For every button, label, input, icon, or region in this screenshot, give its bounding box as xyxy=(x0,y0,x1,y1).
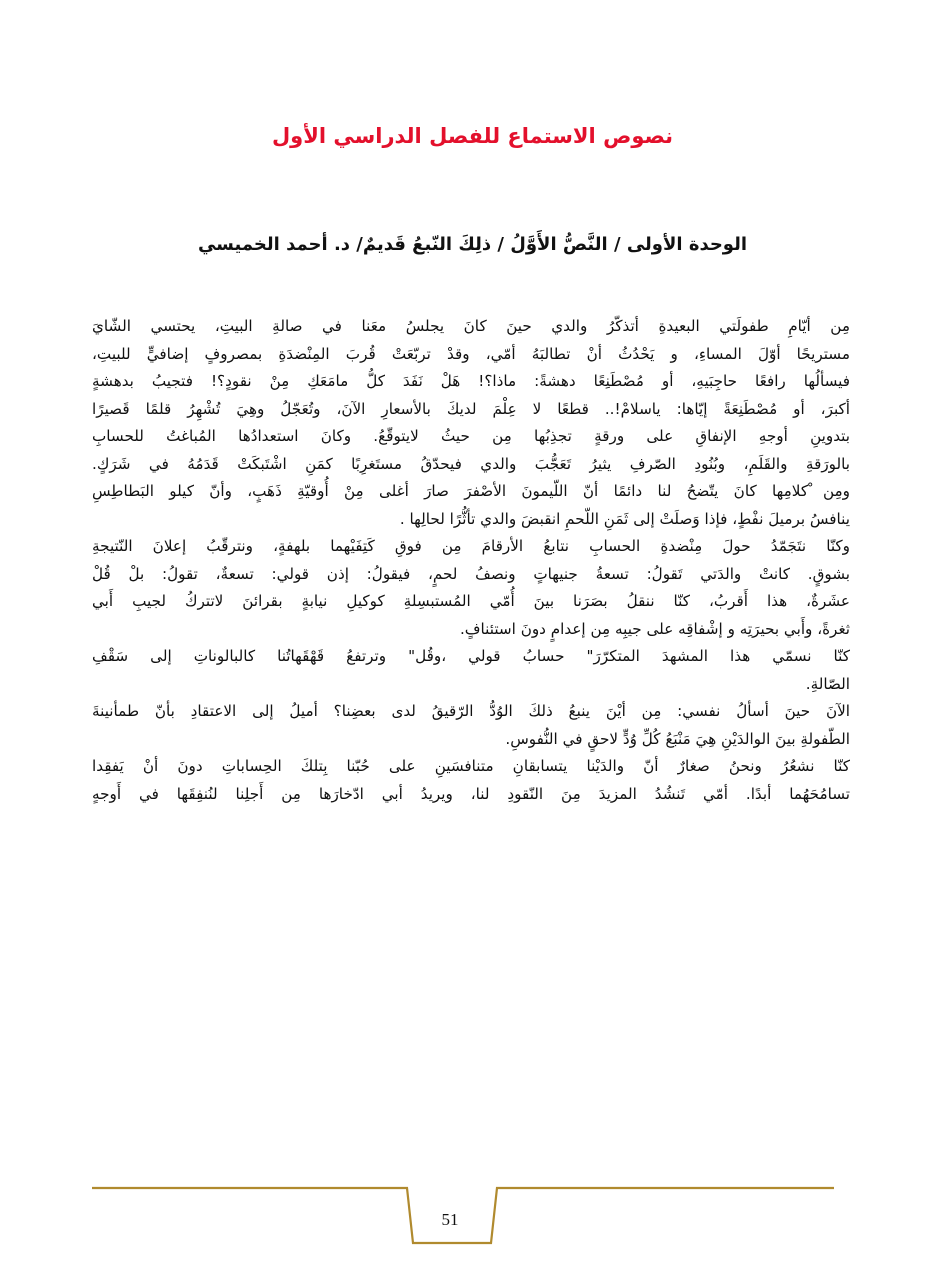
text-line: أكبرَ، أو مُصْطَنِعَةً إيّاها: ياسلامْ!.. قطعًا لا عِلْمَ لديكَ بالأسعارِ الآنَ، وتُعَجّلُ وهِيَ تُشْهِرُ قلمًا قَصيرًا xyxy=(92,399,850,418)
text-line: الصّالةِ. xyxy=(805,674,850,693)
text-line: بتدوينِ أوجهِ الإنفاقِ على ورقةٍ تجذِبُها مِن حيثُ لايتوقّعُ. وكانَ استعدادُها المُباغتُ للحسابِ xyxy=(92,427,850,445)
text-line: عشَرةٌ، هذا أَقربُ، كنّا ننقلُ بصَرَنا بينَ أُمّي المُستبسِلةِ كوكيلِ نيابةٍ بقرائنَ لاتتركُ لجيبِ أَبي xyxy=(92,592,850,610)
text-line: كنّا نسمّي هذا المشهدَ المتكرّرَ" حسابُ قولي ،وقُل" وترتفعُ قَهْقَهاتُنا كالبالوناتِ إلى سَقْفِ xyxy=(92,647,850,665)
text-line: ومِن ْكلامِها كانَ يتّضحُ لنا دائمًا أنّ اللّيمونَ الأصْفرَ صارَ أغلى مِنْ أُوقيّةِ ذَهَبٍ، وأنّ كيلو البَطاطِسِ xyxy=(92,482,850,500)
text-line: وكنّا نتَجَمّدُ حولَ مِنْضدةِ الحسابِ نتابعُ الأرقامَ مِن فوقِ كَتِفَيْهما بلهفةٍ، ونترقّبُ إعلانَ النّتيجةِ xyxy=(92,537,850,555)
text-line: كنّا نشعُرُ ونحنُ صغارٌ أنّ والدَيْنا يتسابقانِ متنافسَينِ على حُبّنا بِتلكَ الحِساباتِ دونَ أنْ يَفقِدا xyxy=(92,757,850,775)
lesson-heading: الوحدة الأولى / النَّصُّ الأَوَّلُ / ذلِكَ النّبعُ قَديمٌ/ د. أحمد الخميسي xyxy=(197,234,748,255)
text-line: ينافسُ برميلَ نفْطٍ، فإذا وَصلَتْ إلى ثَمَنِ اللّحمِ انقبضَ والدي تأثُّرًا لحالِها . xyxy=(399,509,850,528)
text-line: بالورَقةِ والقَلَمِ، وبُنُودِ الصّرفِ يثيرُ تَعَجُّبَ والدي فيحدّقُ مستَغرِبًا كمَنِ اشْتَبكَتْ قَدَمُهُ في شَرَكٍ. xyxy=(92,454,850,473)
text-line: تسامُحَهُما أبدًا. أمّي تَنشُدُ المزيدَ مِنَ النّقودِ لنا، ويريدُ أبي ادّخارَها مِن أَجلِنا لنُنفِقَها في أَوجهٍ xyxy=(92,784,850,803)
page-title: نصوص الاستماع للفصل الدراسي الأول xyxy=(271,124,674,148)
text-line: بشوقٍ. كانتْ والدَتي تَقولُ: تسعةُ جنيهاتٍ ونصفُ لحمٍ، فيقولُ: إذن قولي: تسعةٌ، تقولُ: بلْ قُلْ xyxy=(92,564,850,583)
text-line: الطّفولةِ بينَ الوالدَيْنِ هِيَ مَنْبَعُ كُلِّ وُدٍّ لاحقٍ في النُّفوسِ. xyxy=(505,729,850,748)
text-line: فيسألُها رافعًا حاجِبَيهِ، أو مُصْطَنِعًا دهشةً: ماذا؟! هَلْ نَفَدَ كلُّ مامَعَكِ مِنْ نقودٍ؟! فتجيبُ بدهشةٍ xyxy=(92,372,850,390)
text-line: مِن أيّامِ طفولَتي البعيدةِ أتذكّرُ والدي حينَ كانَ يجلسُ معَنا في صالةِ البيتِ، يحتسي الشّايَ xyxy=(92,317,850,335)
text-line: ثغرةً، وأَبي بحيرَتِه و إشْفاقِه على جيبِه مِن إعدامٍ دونَ استئنافٍ. xyxy=(459,619,850,638)
page-number: 51 xyxy=(441,1210,459,1229)
text-line: الآنَ حينَ أسألُ نفسي: مِن أيْنَ ينبعُ ذلكَ الوُدُّ الرّقيقُ لدى بعضِنا؟ أميلُ إلى الاعتقادِ بأنّ طمأنينةَ xyxy=(92,702,850,720)
text-line: مستريحًا أوّلَ المساءِ، و يَحْدُثُ أنْ تطالبَهُ أمّي، وقدْ تربّعَتْ قُربَ المِنْضدَةِ بمصروفٍ إضافيٍّ للبيتِ، xyxy=(92,344,850,363)
